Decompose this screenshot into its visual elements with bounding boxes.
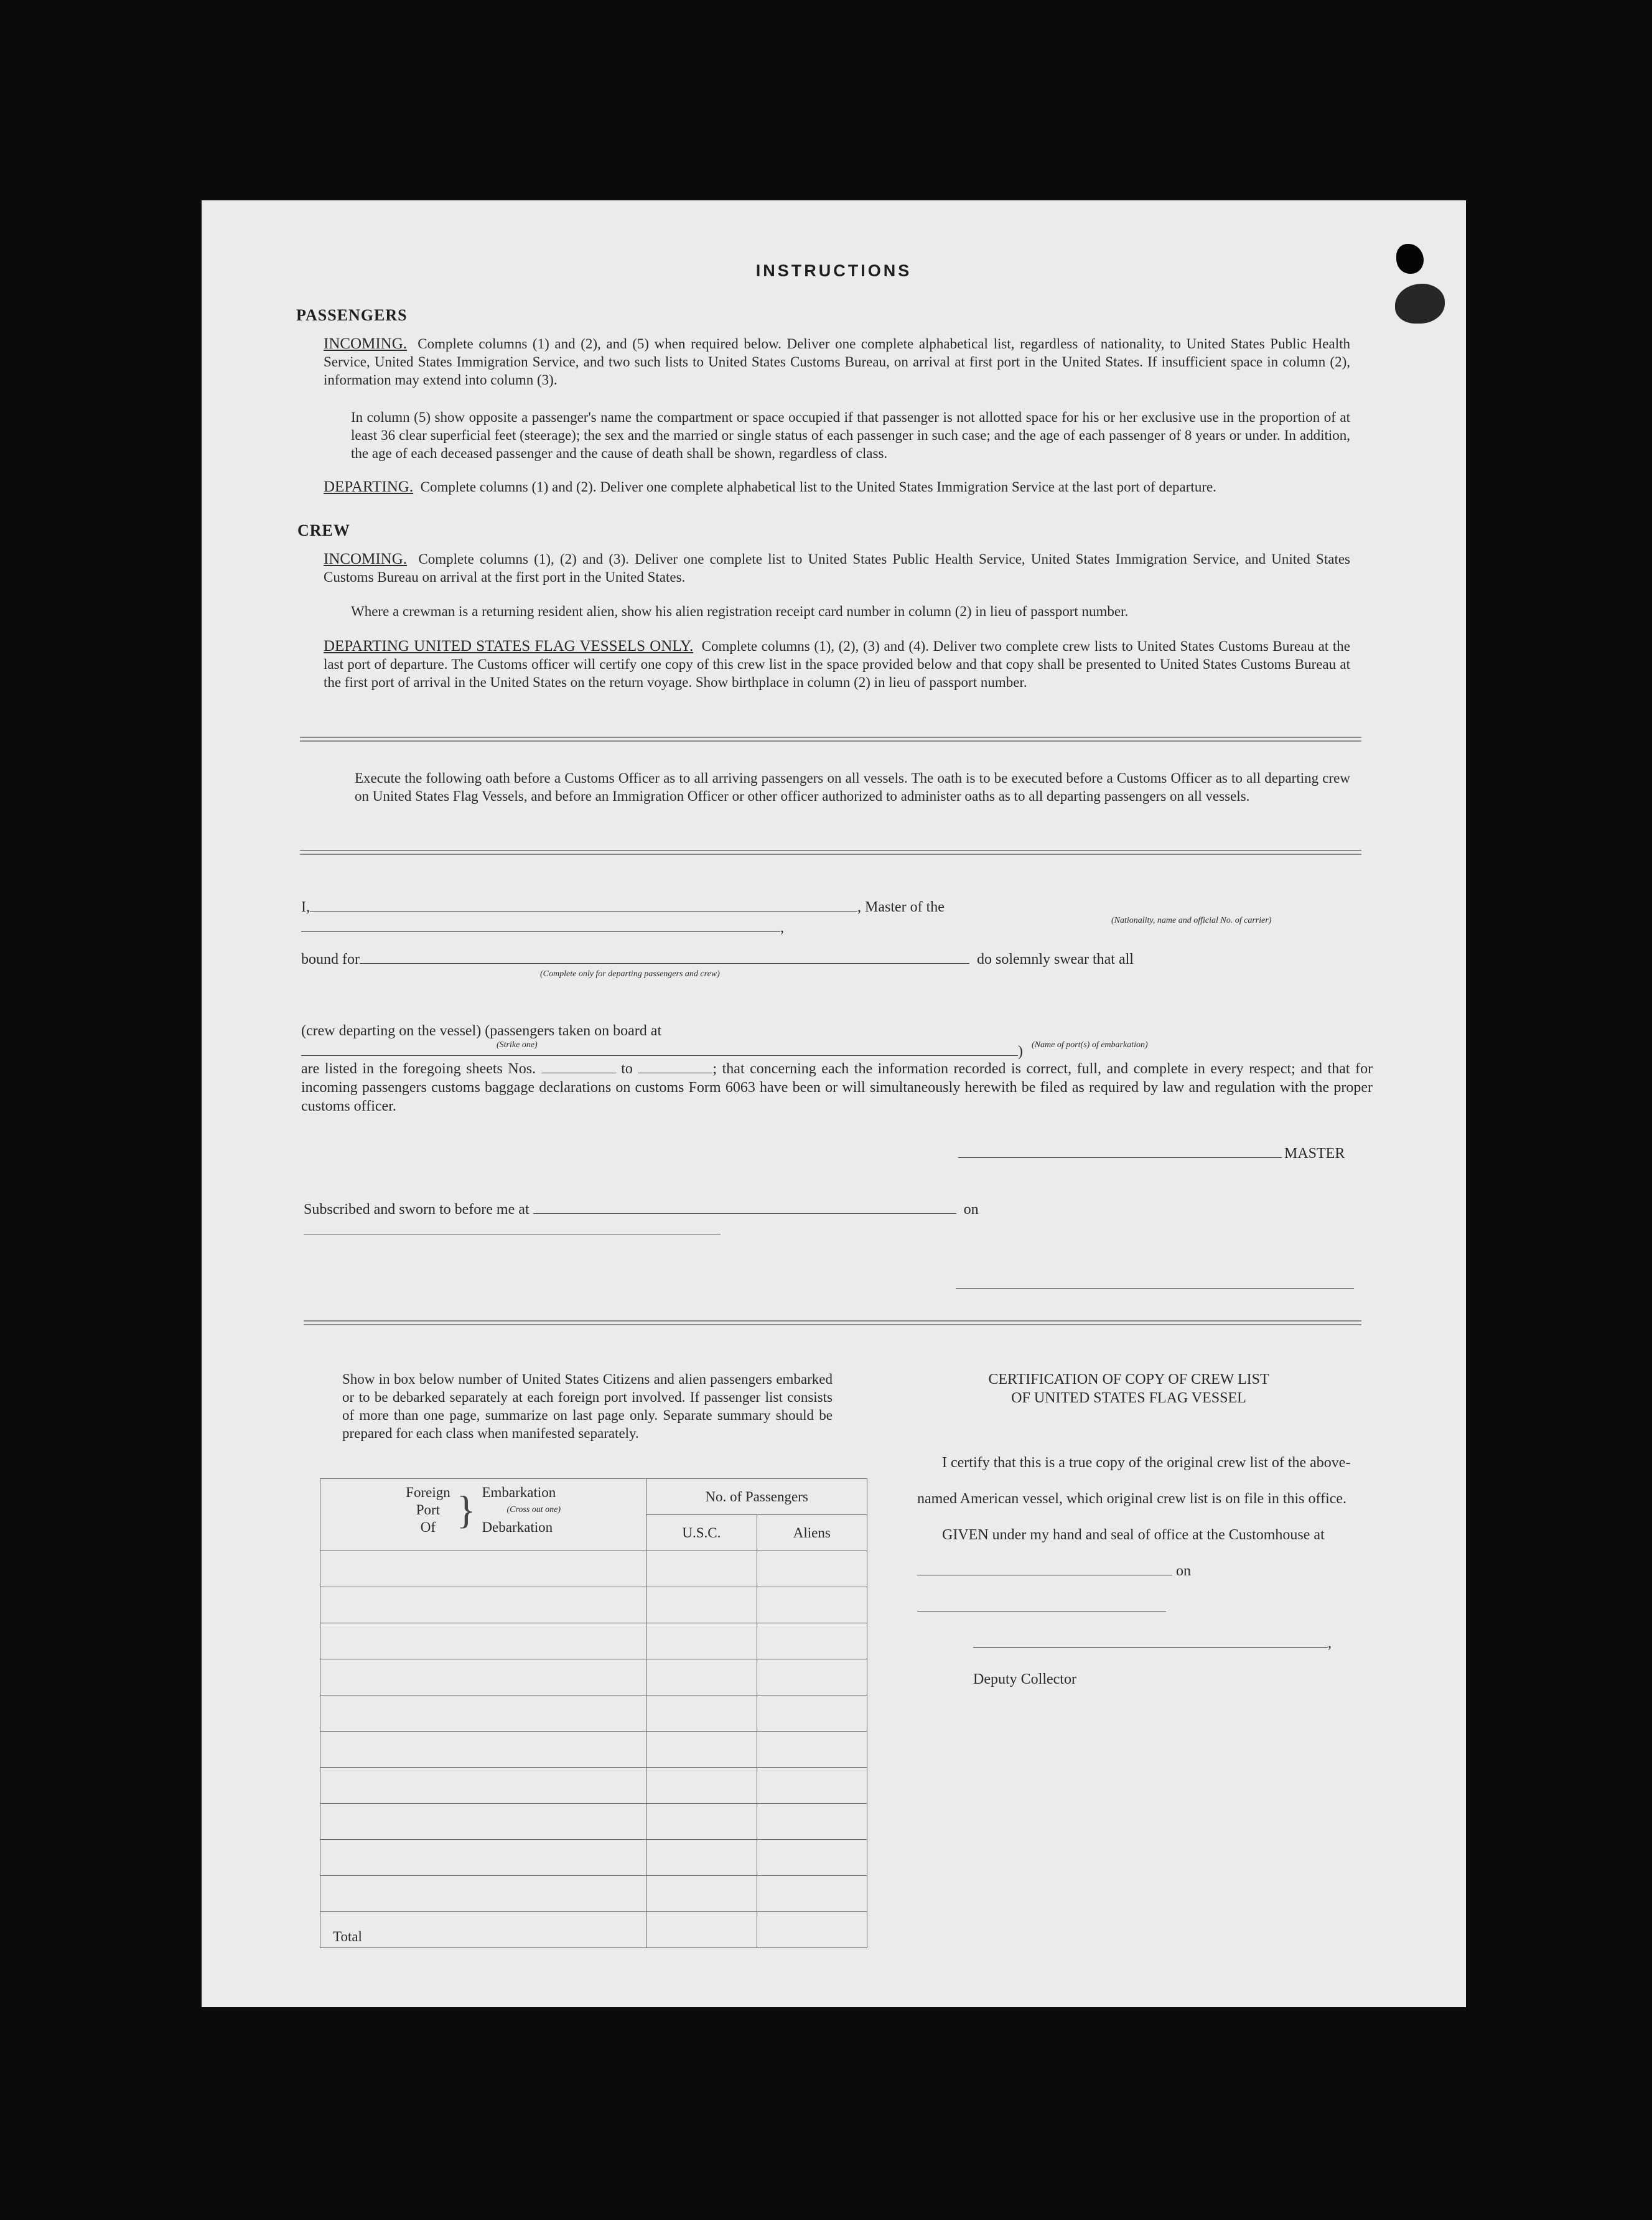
certification-on: on bbox=[1176, 1563, 1191, 1579]
usc-cell[interactable] bbox=[646, 1587, 757, 1623]
oath-bound-line bbox=[301, 948, 1234, 969]
col-port-foreign: Foreign bbox=[406, 1485, 450, 1500]
passenger-summary-table bbox=[320, 1478, 867, 1948]
master-signature-field[interactable] bbox=[958, 1142, 1282, 1158]
master-label: MASTER bbox=[1284, 1145, 1345, 1162]
port-cell[interactable] bbox=[320, 1695, 646, 1732]
oath-master-of: , Master of the bbox=[857, 899, 945, 915]
master-signature-line bbox=[958, 1142, 1394, 1163]
usc-cell[interactable] bbox=[646, 1840, 757, 1876]
oath-listed-paragraph bbox=[301, 1058, 1373, 1116]
passengers-departing-paragraph bbox=[324, 478, 1356, 496]
table-row bbox=[320, 1695, 867, 1732]
table-row bbox=[320, 1551, 867, 1587]
subscribed-on: on bbox=[963, 1201, 979, 1218]
oath-listed-pre: are listed in the foregoing sheets Nos. bbox=[301, 1061, 536, 1077]
certification-line2: named American vessel, which original crew list is on file in this office. bbox=[917, 1491, 1347, 1507]
aliens-cell[interactable] bbox=[757, 1732, 867, 1768]
table-row bbox=[320, 1768, 867, 1804]
embarkation-port-field[interactable] bbox=[301, 1040, 1018, 1056]
crew-departing-text: Complete columns (1), (2), (3) and (4). Deliver two complete crew lists to United States Customs Bureau at the last port of departure. The Customs officer will certify one copy of this crew list in the space provided below and that copy shall be presented to United States Customs Bureau at the first port of arrival in the United States on the return voyage. Show birthplace in column (2) in lieu of passport number. bbox=[324, 638, 1351, 690]
carrier-field[interactable] bbox=[301, 916, 780, 932]
oath-bound-for: bound for bbox=[301, 951, 360, 968]
port-cell[interactable] bbox=[320, 1551, 646, 1587]
oath-intro-paragraph: Execute the following oath before a Customs Officer as to all arriving passengers on all vessels. The oath is to be executed before a Customs Officer as to all departing crew on United States Flag Vessels, and before an Immigration Officer or other officer authorized to administer oaths as to all departing passengers on all vessels. bbox=[355, 770, 1350, 804]
col-debarkation: Debarkation bbox=[482, 1519, 553, 1535]
port-cell[interactable] bbox=[320, 1804, 646, 1840]
oath-close-paren: ) bbox=[1018, 1043, 1023, 1060]
crew-departing-paragraph bbox=[324, 637, 1350, 691]
oath-line2: and that for incoming passengers customs baggage declarations on customs Form 6063 have been or will simultaneously herewith be filed as required by bbox=[301, 1061, 1373, 1096]
divider-1 bbox=[300, 737, 1361, 742]
crew-incoming-text: Complete columns (1), (2) and (3). Deliver one complete list to United States Public Health Service, United States Immigration Service, and United States Customs Bureau on arrival at the first port in the United States. bbox=[324, 551, 1350, 585]
crew-incoming-lead: INCOMING. bbox=[324, 551, 408, 567]
table-row bbox=[320, 1804, 867, 1840]
port-cell[interactable] bbox=[320, 1768, 646, 1804]
oath-i-label: I, bbox=[301, 899, 310, 915]
aliens-cell[interactable] bbox=[757, 1551, 867, 1587]
page-title: INSTRUCTIONS bbox=[755, 261, 912, 280]
deputy-line bbox=[917, 1625, 1365, 1697]
table-row bbox=[320, 1659, 867, 1695]
officer-signature-line[interactable] bbox=[956, 1288, 1354, 1289]
passengers-departing-text: Complete columns (1) and (2). Deliver one complete alphabetical list to the United States Immigration Service at the last port of departure. bbox=[420, 479, 1216, 495]
port-header-cell bbox=[320, 1479, 646, 1551]
aliens-cell[interactable] bbox=[757, 1768, 867, 1804]
passengers-column5-paragraph: In column (5) show opposite a passenger's name the compartment or space occupied if that passenger is not allotted space for his or her exclusive use in the proportion of at least 36 clear superficial feet (steerage); the sex and the married or single status of each passenger in such case; and the age of each passenger of 8 years or under. In addition, the age of each deceased passenger and the cause of death shall be shown, regardless of class. bbox=[351, 409, 1350, 461]
sworn-place-field[interactable] bbox=[533, 1198, 956, 1214]
passengers-incoming-paragraph bbox=[324, 335, 1350, 389]
port-cell[interactable] bbox=[320, 1587, 646, 1623]
port-cell[interactable] bbox=[320, 1659, 646, 1695]
aliens-cell[interactable] bbox=[757, 1587, 867, 1623]
aliens-cell[interactable] bbox=[757, 1840, 867, 1876]
crew-resident-paragraph: Where a crewman is a returning resident alien, show his alien registration receipt card number in column (2) in lieu of passport number. bbox=[351, 604, 1129, 619]
table-row bbox=[320, 1623, 867, 1659]
embark-note: (Name of port(s) of embarkation) bbox=[1032, 1040, 1148, 1050]
carrier-note: (Nationality, name and official No. of carrier) bbox=[1111, 916, 1272, 925]
table-row bbox=[320, 1840, 867, 1876]
deputy-signature-field[interactable] bbox=[973, 1632, 1328, 1648]
sworn-date-field[interactable] bbox=[304, 1219, 721, 1234]
bound-for-field[interactable] bbox=[360, 948, 969, 964]
total-label: Total bbox=[320, 1912, 646, 1948]
oath-listed-to: to bbox=[621, 1061, 633, 1077]
table-row bbox=[320, 1876, 867, 1912]
divider-3 bbox=[304, 1320, 1361, 1325]
usc-cell[interactable] bbox=[646, 1551, 757, 1587]
sheet-to-field[interactable] bbox=[638, 1058, 712, 1073]
brace-icon: } bbox=[456, 1488, 476, 1532]
oath-line3: law and regulation with the proper customs officer. bbox=[301, 1080, 1373, 1114]
divider-2 bbox=[300, 850, 1361, 855]
aliens-cell[interactable] bbox=[757, 1695, 867, 1732]
subscribed-label: Subscribed and sworn to before me at bbox=[304, 1201, 530, 1218]
table-row bbox=[320, 1587, 867, 1623]
certification-line3: GIVEN under my hand and seal of office at the Customhouse at bbox=[942, 1527, 1325, 1543]
strike-one-note: (Strike one) bbox=[497, 1040, 538, 1050]
oath-swear: do solemnly swear that all bbox=[976, 951, 1134, 968]
certification-date-field[interactable] bbox=[917, 1596, 1166, 1611]
usc-cell[interactable] bbox=[646, 1732, 757, 1768]
col-port-of: Of bbox=[420, 1519, 436, 1535]
col-cross-out: (Cross out one) bbox=[506, 1505, 561, 1514]
certification-on-line bbox=[917, 1553, 1365, 1625]
usc-cell[interactable] bbox=[646, 1804, 757, 1840]
summary-instructions: Show in box below number of United States Citizens and alien passengers embarked or to be debarked separately at each foreign port involved. If passenger list consists of more than one page, summarize on last page only. Separate summary should be prepared for each class when manifested separately. bbox=[342, 1371, 833, 1441]
oath-embark-line bbox=[301, 1022, 1371, 1061]
aliens-cell[interactable] bbox=[757, 1659, 867, 1695]
sheet-from-field[interactable] bbox=[541, 1058, 616, 1073]
col-port-port: Port bbox=[416, 1502, 441, 1518]
col-passengers-header: No. of Passengers bbox=[646, 1479, 867, 1515]
certification-body bbox=[917, 1445, 1365, 1697]
passengers-incoming-lead: INCOMING. bbox=[324, 335, 408, 352]
col-usc-header: U.S.C. bbox=[646, 1515, 757, 1551]
col-aliens-header: Aliens bbox=[757, 1515, 867, 1551]
port-cell[interactable] bbox=[320, 1840, 646, 1876]
master-name-field[interactable] bbox=[310, 896, 857, 912]
usc-cell[interactable] bbox=[646, 1695, 757, 1732]
usc-cell[interactable] bbox=[646, 1876, 757, 1912]
oath-master-line: I, , Master of the, bbox=[301, 896, 1371, 937]
certification-title-line1: CERTIFICATION OF COPY OF CREW LIST bbox=[988, 1371, 1269, 1388]
port-cell[interactable] bbox=[320, 1732, 646, 1768]
port-cell[interactable] bbox=[320, 1876, 646, 1912]
ink-blotch-center-right bbox=[1395, 284, 1445, 324]
crew-heading: CREW bbox=[297, 521, 350, 539]
oath-listed-post: ; that concerning each the information recorded is correct, full, and complete in every respect; bbox=[712, 1061, 1295, 1077]
usc-cell[interactable] bbox=[646, 1623, 757, 1659]
aliens-total-cell[interactable] bbox=[757, 1912, 867, 1948]
crew-departing-lead: DEPARTING UNITED STATES FLAG VESSELS ONLY. bbox=[324, 638, 694, 655]
aliens-cell[interactable] bbox=[757, 1623, 867, 1659]
crew-incoming-paragraph bbox=[324, 550, 1350, 586]
usc-cell[interactable] bbox=[646, 1768, 757, 1804]
oath-crew-passengers: (crew departing on the vessel) (passengers taken on board at bbox=[301, 1023, 662, 1039]
certification-line1: I certify that this is a true copy of the original crew list of the above- bbox=[942, 1455, 1351, 1471]
bound-note: (Complete only for departing passengers and crew) bbox=[540, 969, 720, 979]
form-page bbox=[202, 200, 1466, 2007]
usc-total-cell[interactable] bbox=[646, 1912, 757, 1948]
subscribed-line bbox=[304, 1198, 1361, 1239]
aliens-cell[interactable] bbox=[757, 1804, 867, 1840]
certification-title bbox=[905, 1370, 1353, 1407]
usc-cell[interactable] bbox=[646, 1659, 757, 1695]
port-cell[interactable] bbox=[320, 1623, 646, 1659]
table-row bbox=[320, 1732, 867, 1768]
passengers-incoming-text: Complete columns (1) and (2), and (5) when required below. Deliver one complete alphabetical list, regardless of nationality, to United States Public Health Service, United States Immigration Service, and two such lists to United States Customs Bureau, on arrival at first port in the United States. If insufficient space in column (2), information may extend into column (3). bbox=[324, 336, 1350, 388]
passengers-heading: PASSENGERS bbox=[296, 306, 408, 324]
total-row bbox=[320, 1912, 867, 1948]
aliens-cell[interactable] bbox=[757, 1876, 867, 1912]
certification-title-line2: OF UNITED STATES FLAG VESSEL bbox=[1011, 1390, 1246, 1406]
deputy-label: , Deputy Collector bbox=[973, 1635, 1332, 1687]
customhouse-field[interactable] bbox=[917, 1560, 1172, 1575]
passengers-departing-lead: DEPARTING. bbox=[324, 478, 414, 495]
col-embarkation: Embarkation bbox=[482, 1485, 556, 1500]
